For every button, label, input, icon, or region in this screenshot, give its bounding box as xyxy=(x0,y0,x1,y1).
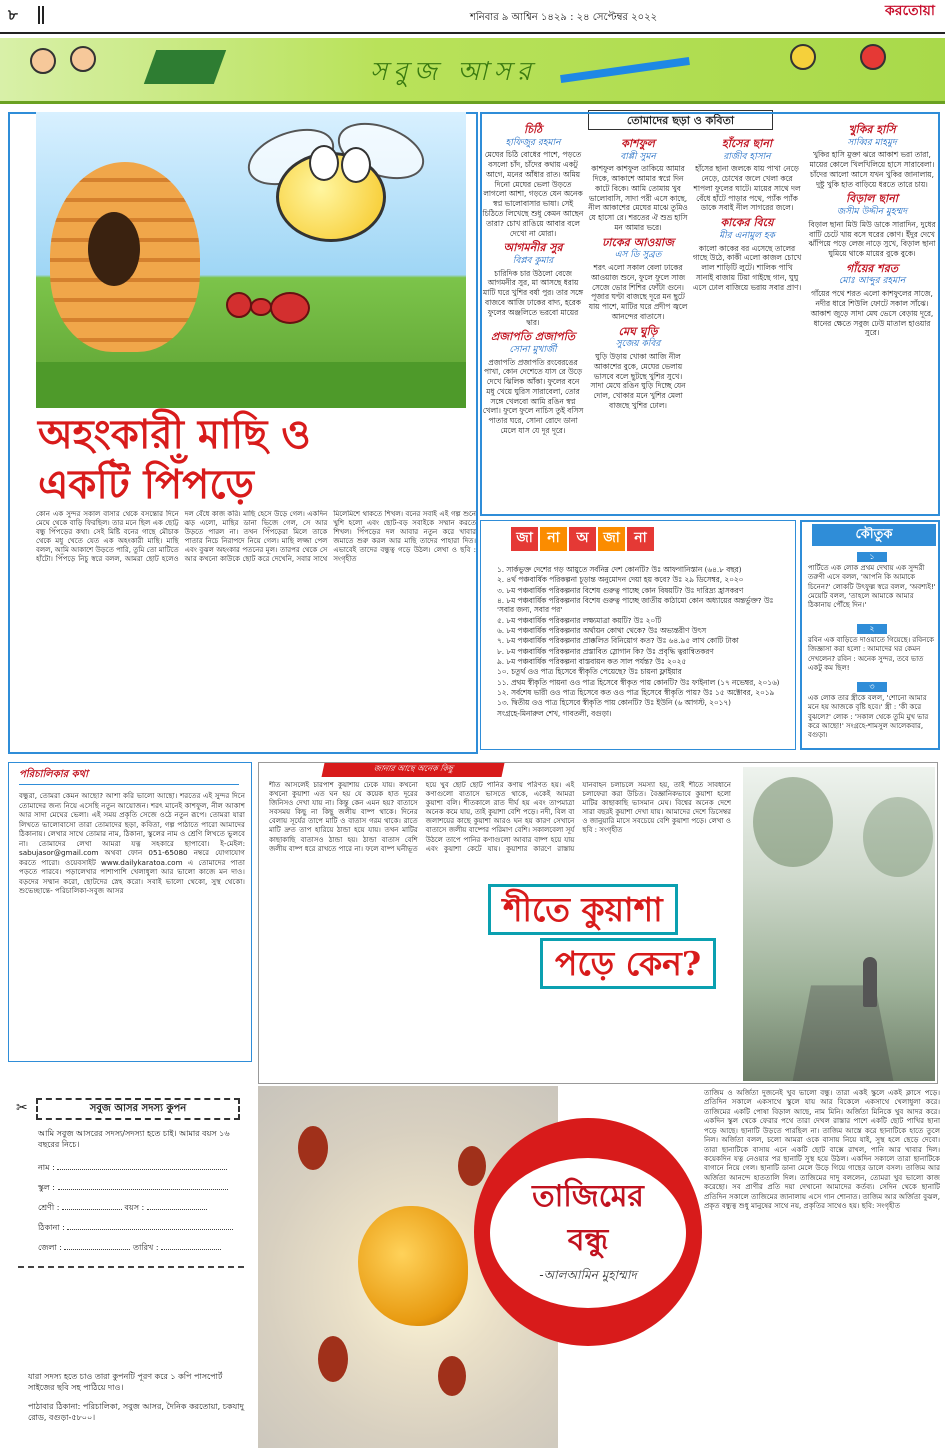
joke-number: ৩ xyxy=(857,682,887,692)
quiz-credit: সংগ্রহে-মিনারুল শেখ, গাবতলী, বগুড়া। xyxy=(497,708,612,718)
joke-number: ২ xyxy=(857,624,887,634)
headline-line2: একটি পিঁপড়ে xyxy=(38,461,254,508)
poem-title: হাঁসের ছানা xyxy=(721,137,773,150)
coupon-field-label: নাম : xyxy=(38,1163,55,1172)
poem-author: মীর এনামুল হক xyxy=(719,230,775,241)
cartoon-kid-icon xyxy=(70,46,96,72)
poem-text: কালো কাকের বর এসেছে তালের গাছে উঠে, কাকী এলো কাজল চোখে লাল শাড়িটি লুটে। শালিক পাখি সানাই বাজায় টিয়া গাইছে গান, ঘুঘু এসে ঢোল বাজিয়ে ভরায় সবার প্রাণ। xyxy=(692,243,802,292)
quiz-item: ৪. ৮ম পঞ্চবার্ষিক পরিকল্পনার বিশেষ গুরুত্ব পাচ্ছে জাতীয় কাঠামো কোন অধ্যায়ের অন্তর্ভুক্ত? উঃ 'সবার জন্য, সবার পর' xyxy=(497,595,774,615)
quiz-item: ১. সার্কভুক্ত দেশের গড় আয়ুতে সর্বনিম্ন দেশ কোনটি? উঃ আফগানিস্তান (৬৪.৮ বছর) xyxy=(497,565,742,574)
poem-text: ঘুড়ি উড়ায় খোকা আজি নীল আকাশের বুকে, মেঘের ভেলায় ভাসবে বলে ছুটছে খুশির সুখে। সাদা মেঘে রঙিন ঘুড়ি দিচ্ছে যেন দোল, খোকার মনে খুশির মেলা বাজছে খুশির ঢোল। xyxy=(590,352,686,410)
coupon-field-class xyxy=(38,1202,207,1213)
dateline: শনিবার ৯ আশ্বিন ১৪২৯ : ২৪ সেপ্টেম্বর ২০২২ xyxy=(470,12,658,23)
story2-body: তাজিম ও অর্জিতা দুজনেই খুব ভালো বন্ধু। তারা একই স্কুলে একই ক্লাসে পড়ে। প্রতিদিন সকালে একসাথে স্কুলে যায় আর বিকেলে একসাথে খেলাধুলা করে। তাজিমের একটি পোষা বিড়াল আছে, নাম মিনি। অর্জিতা মিনিকে খুব আদর করে। একদিন স্কুল থেকে ফেরার পথে তারা দেখল রাস্তার পাশে একটি ছোট পাখির ছানা পড়ে আছে। ছানাটি উড়তে পারছিল না। তাজিম আস্তে করে ছানাটিকে হাতে তুলে নিল। অর্জিতা বলল, চলো আমরা ওকে বাসায় নিয়ে যাই, সুস্থ হলে ছেড়ে দেবো। তারা ছানাটিকে বাসায় এনে একটি ছোট বাক্সে রাখল, পানি আর খাবার দিল। কয়েকদিন যত্ন নেওয়ার পর ছানাটি সুস্থ হয়ে উঠল। একদিন সকালে তারা ছানাটিকে বাগানে নিয়ে গেল। ছানাটি ডানা মেলে উড়ে গিয়ে গাছের ডালে বসল। তাজিম আর অর্জিতা আনন্দে হাততালি দিল। তাজিমের দাদু বললেন, তোমরা খুব ভালো কাজ করেছো। সব প্রাণীর প্রতি দয়া দেখানো আমাদের কর্তব্য। সেদিন থেকে ছানাটি প্রতিদিন সকালে তাজিমের জানালায় এসে গান শোনাত। তাজিম আর অর্জিতা বুঝল, প্রকৃত বন্ধুত্ব শুধু মানুষের সাথে নয়, প্রকৃতির সাথেও হয়। ছবি: সংগৃহীত xyxy=(704,1088,940,1211)
cartoon-kid-icon xyxy=(860,44,886,70)
poem-author: সোনা মুখার্জী xyxy=(509,344,557,355)
poem-text: হাঁসের ছানা জলকে যায় পাখা নেড়ে নেড়ে, চোখের জলে খেলা করে শাপলা ফুলের ঘাটে। মায়ের সাথে দল বেঁধে হাঁটে পাড়ার পথে, প্যাঁক প্যাঁক ডাকে সবাই নীল সাগরের জলে। xyxy=(693,164,801,213)
poem-text: প্রজাপতি প্রজাপতি রংবেরঙের পাখা, কোন দেশেতে যাস রে উড়ে দেখে ঝিলিক আঁকা। ফুলের বনে মধু খেয়ে ঘুরিস সারাবেলা, তোর সঙ্গে খেলবো আমি রঙিন স্বপ্ন খেলা। ফুলে ফুলে নাচিস তুই বসিস পাতার ঘরে, সোনা রোদে ডানা মেলে যাস যে দূর দূরে। xyxy=(482,357,584,436)
joke-item xyxy=(808,552,936,610)
poem-column-4 xyxy=(806,120,938,514)
poem-author: সুজেয় কবির xyxy=(615,339,661,350)
coupon-title: সবুজ আসর সদস্য কুপন xyxy=(36,1098,240,1120)
joke-item xyxy=(808,682,936,740)
quiz-box xyxy=(480,520,796,750)
page-number-bars xyxy=(38,6,44,24)
quiz-list xyxy=(497,565,787,719)
editor-note-title: পরিচালিকার কথা xyxy=(19,769,239,785)
quiz-item: ১২. সর্বশেষ ভারী ওও পাত্র হিসেবে কত ওও পাত্র হিসেবে স্বীকৃতি পায়? উঃ ১৫ অক্টোবর, ২০১৯ xyxy=(497,687,775,697)
story-body: কোন এক সুন্দর সকাল বাসার থেকে বসন্তোর দিনে মেঘে থেকে বাড়ি ফিরছিল। তার মনে ছিল এক ছোট্ট বন্ধু পিঁপড়ের কথা। সেই মিষ্টি বনের গাছে মৌচাক থেকে মধু খেতে যেত এক অহংকারী মাছি। মাছি বলল, আমি আকাশে উড়তে পারি, তুমি তো মাটিতে হাঁটো। পিঁপড়ে নিচু স্বরে বলল, আমরা ছোট হলেও দল বেঁধে কাজ করি। মাছি হেসে উড়ে গেল। একদিন ঝড় এলো, মাছির ডানা ভিজে গেল, সে আর উড়তে পারল না। তখন পিঁপড়েরা মিলে তাকে পাতার নিচে নিরাপদে নিয়ে গেল। মাছি লজ্জা পেল এবং বুঝল অহংকার পতনের মূল। তারপর থেকে সে আর কখনো কাউকে ছোট করে দেখেনি, সবার সাথে মিলেমিশে থাকতে শিখল। বনের সবাই এই গল্প শুনে খুশি হলো এবং ছোট-বড় সবাইকে সম্মান করতে শিখল। পিঁপড়ের দল আবার নতুন করে খাবার জমাতে শুরু করল আর মাছি তাদের পাহারা দিত। এভাবেই তাদের বন্ধুত্ব গড়ে উঠল। লেখা ও ছবি : সংগৃহীত xyxy=(36,510,476,563)
poem-author: বিপ্লব কুমার xyxy=(512,255,554,266)
quiz-title-tile: না xyxy=(627,527,654,551)
poem-column-2 xyxy=(588,134,688,514)
coupon-field-label: জেলা : xyxy=(38,1243,62,1252)
quiz-item: ৭. ৮ম পঞ্চবার্ষিক পরিকল্পনার প্রাক্কলিত বিনিয়োগ কত? উঃ ৬৪.৯৫ লাখ কোটি টাকা xyxy=(497,636,739,646)
fly-icon xyxy=(276,152,386,242)
editor-note-text: বন্ধুরা, তোমরা কেমন আছো? আশা করি ভালো আছো। শরতের এই সুন্দর দিনে তোমাদের জন্য নিয়ে এসেছি নতুন আয়োজন। শরৎ মানেই কাশফুল, নীল আকাশ আর সাদা মেঘের ভেলা। এই সময় প্রকৃতি সেজে ওঠে নতুন রূপে। তোমরা যারা লিখতে ভালোবাসো তারা তোমাদের ছড়া, কবিতা, গল্প পাঠাতে পারো আমাদের ঠিকানায়। লেখার সাথে তোমার নাম, ঠিকানা, স্কুলের নাম ও শ্রেণি লিখতে ভুলবে না। তোমাদের লেখা আমরা যত্ন সহকারে ছাপাবো। ই-মেইল: sabujasor@gmail.com অথবা ফোন 051-65080 নম্বরে যোগাযোগ করতে পারো। ওয়েবসাইট www.dailykaratoa.com এ তোমাদের পাতা পড়তে পারবে। পড়ালেখার পাশাপাশি খেলাধুলা আর ভালো কাজে মন দাও। বড়দের সম্মান করো, ছোটদের স্নেহ করো। সবাই ভালো থেকো, সুস্থ থেকো। শুভেচ্ছান্তে- পরিচালিকা-সবুজ আসর xyxy=(19,791,245,895)
section-title: সবুজ আসর xyxy=(370,57,537,87)
poem-title: বিড়াল ছানা xyxy=(846,192,898,206)
fog-article-body: শীত আসলেই চারপাশ কুয়াশায় ঢেকে যায়। কখনো কখনো কুয়াশা এত ঘন হয় যে কয়েক হাত দূরের জিনিসও দেখা যায় না। কিন্তু কেন এমন হয়? বাতাসে সবসময় কিছু না কিছু জলীয় বাষ্প থাকে। দিনের বেলায় সূর্যের তাপে মাটি ও বাতাস গরম থাকে। রাতে মাটি দ্রুত তাপ হারিয়ে ঠান্ডা হয়ে যায়। তখন মাটির কাছাকাছি বাতাসও ঠান্ডা হয়। ঠান্ডা বাতাস বেশি জলীয় বাষ্প ধরে রাখতে পারে না। ফলে বাষ্প ঘনীভূত হয়ে খুব ছোট ছোট পানির কণায় পরিণত হয়। এই কণাগুলো বাতাসে ভাসতে থাকে, একেই আমরা কুয়াশা বলি। শীতকালে রাত দীর্ঘ হয় এবং তাপমাত্রা অনেক কমে যায়, তাই কুয়াশা বেশি পড়ে। নদী, বিল বা জলাশয়ের কাছে কুয়াশা আরও ঘন হয় কারণ সেখানে বাতাসে জলীয় বাষ্পের পরিমাণ বেশি। সকালবেলা সূর্য উঠলে তাপে পানির কণাগুলো আবার বাষ্প হয়ে যায় এবং কুয়াশা কেটে যায়। কুয়াশার কারণে রাস্তায় যানবাহন চলাচলে সমস্যা হয়, তাই শীতে সাবধানে চলাফেরা করা উচিত। বৈজ্ঞানিকভাবে কুয়াশা হলো মাটির কাছাকাছি ভাসমান মেঘ। বিশ্বের অনেক দেশে সারা বছরই কুয়াশা দেখা যায়। আমাদের দেশে ডিসেম্বর ও জানুয়ারি মাসে সবচেয়ে বেশি কুয়াশা পড়ে। লেখা ও ছবি : সংগৃহীত xyxy=(269,781,731,853)
honey-drop-icon xyxy=(358,1206,468,1326)
walking-man-icon xyxy=(863,957,877,1007)
cartoon-kid-icon xyxy=(790,44,816,70)
poem-title: গাঁয়ের শরত xyxy=(846,261,898,275)
poem-title: কাকের বিয়ে xyxy=(720,216,774,230)
poem-title: চিঠি xyxy=(523,123,543,136)
quiz-item: ১০. চতুর্থ ওও পাত্র হিসেবে স্বীকৃতি পেয়েছে? উঃ চায়না ফ্লাইয়ার xyxy=(497,667,682,677)
fog-title-line2: পড়ে কেন? xyxy=(540,938,716,989)
quiz-title xyxy=(511,527,656,553)
coupon-intro: আমি সবুজ আসরের সদস্য/সদস্যা হতে চাই। আমার বয়স ১৬ বছরের নিচে। xyxy=(38,1129,230,1150)
quiz-title-tile: অ xyxy=(569,527,596,551)
quiz-item: ৫. ৮ম পঞ্চবার্ষিক পরিকল্পনার লক্ষ্যমাত্রা কয়টি? উঃ ২০টি xyxy=(497,615,662,625)
poem-column-1 xyxy=(482,120,584,514)
coupon-field-name xyxy=(38,1162,227,1173)
ant-icon xyxy=(318,1336,348,1382)
ant-icon xyxy=(298,1126,328,1170)
coupon-field-label: বয়স : xyxy=(124,1203,145,1212)
ant-icon xyxy=(438,1356,466,1396)
quiz-title-tile: না xyxy=(540,527,567,551)
poem-title: আগমনীর সুর xyxy=(503,241,563,255)
editor-note-box xyxy=(8,762,252,1062)
poem-author: সাব্বির মাহমুদ xyxy=(847,137,897,148)
quiz-item: ৮. ৮ম পঞ্চবার্ষিক পরিকল্পনার প্রস্তাবিত স্লোগান কি? উঃ প্রবৃদ্ধি ত্বরান্বিতকরণ xyxy=(497,646,714,656)
poem-author: হাফিজুর রহমান xyxy=(505,137,561,148)
foggy-road-photo xyxy=(743,767,935,1081)
joke-text: পার্টিতে এক লোক প্রথম দেখায় এক সুন্দরী তরুণী এসে বলল, 'আপনি কি আমাকে চিনেন?' লোকটি উৎফুল্ল স্বরে বলল, 'অবশ্যই!' মেয়েটি বলল, 'তাহলে আমাকে আমার ঠিকানায় পৌঁছে দিন।' xyxy=(808,564,936,609)
jokes-box xyxy=(800,520,940,750)
jokes-title: কৌতুক xyxy=(812,524,936,546)
cartoon-kid-icon xyxy=(30,48,56,74)
page-header xyxy=(0,0,945,34)
kite-icon xyxy=(144,50,226,84)
coupon-cut-line xyxy=(18,1266,244,1268)
pencil-icon xyxy=(560,57,690,83)
quiz-title-tile: জা xyxy=(598,527,625,551)
quiz-item: ৩. ৮ম পঞ্চবার্ষিক পরিকল্পনার বিশেষ গুরুত্ব পাচ্ছে কোন বিষয়টি? উঃ দারিদ্র্য হ্রাসকরণ xyxy=(497,585,744,595)
page-number: ৮ xyxy=(8,6,18,24)
poem-author: বাপ্পী সুমন xyxy=(620,151,656,162)
road-icon xyxy=(790,985,897,1081)
quiz-item: ৯. ৮ম পঞ্চবার্ষিক পরিকল্পনা বাস্তবায়ন কত সাল পর্যন্ত? উঃ ২০২৫ xyxy=(497,656,687,666)
joke-text: এক লোক তার স্ত্রীকে বলল, 'শোনো আমার মনে হয় আজকে বৃষ্টি হবে।' স্ত্রী : 'কী করে বুঝলে?' লোক : 'সকাল থেকে তুমি মুখ ভার করে আছো!' সংগ্রহে-শামসুল আলেকবার, বগুড়া। xyxy=(808,694,929,739)
poem-text: চারিদিক চার উঠলো বেজে আগমনীর সুর, মা আসছে ধরায় মাটি ঘরে খুশির বর্ষা পুর। তার সঙ্গে বাজবে আজি ঢাকের বাদ্য, হরেক ফুলের অঞ্জলিতে ভরবো মায়ের দ্বার। xyxy=(482,268,584,327)
tree-icon xyxy=(753,777,833,867)
tree-icon xyxy=(863,797,933,877)
story2-author: -আলআমিন মুহাম্মাদ xyxy=(539,1268,637,1282)
coupon-field-label: স্কুল : xyxy=(38,1183,55,1192)
story-headline xyxy=(8,410,478,510)
coupon-field-label: শ্রেণী : xyxy=(38,1203,60,1212)
poem-title: ঢাকের আওয়াজ xyxy=(602,235,674,249)
poem-text: কাশফুল কাশফুল তাকিয়ে আমার দিকে, আকাশে আমার স্বপ্নে দিন কাটে বিকে। আমি তোমায় খুব ভালোবাসি, সাদা পরী এসে কাছে, নীল আকাশের মেঘের মাঝে তুমিও যে হাসো রে। শরতের ঐ শুভ্র হাসি মন আমার ভরে। xyxy=(588,164,688,232)
coupon-field-district xyxy=(38,1242,221,1253)
poem-author: এস ডি সুব্রত xyxy=(614,250,662,261)
poem-title: কাশফুল xyxy=(621,137,655,150)
coupon-field-address xyxy=(38,1222,233,1233)
poems-section-title: তোমাদের ছড়া ও কবিতা xyxy=(588,110,773,130)
scissors-icon: ✂ xyxy=(16,1100,28,1116)
poem-title: খুকির হাসি xyxy=(848,123,896,136)
quiz-item: ১১. প্রথম স্বীকৃতি পায়না ওও পাত্র হিসেবে স্বীকৃত পায় কোনটি? উঃ ফাইনাল (১৭ নভেম্বর, ২০১৬) xyxy=(497,677,780,687)
fog-article-kicker: জানার আছে অনেক কিছু xyxy=(322,763,505,777)
coupon-note: যারা সদস্য হতে চাও তারা কুপনটি পূরণ করে ১ কপি পাসপোর্ট সাইজের ছবি সহ পাঠিয়ে দাও। xyxy=(28,1372,223,1392)
poem-text: গাঁয়ের পথে শরত এলো কাশফুলের সাজে, নদীর ধারে শিউলি ফোটে সকাল সাঁঝে। আকাশ জুড়ে সাদা মেঘ ভেসে বেড়ায় দূরে, ধানের ক্ষেতে সবুজ ঢেউ মাতাল হাওয়ার সুরে। xyxy=(810,289,934,338)
ant-icon xyxy=(226,272,316,342)
headline-line1: অহংকারী মাছি ও xyxy=(38,411,311,458)
poem-text: খুকির হাসি মুক্তা ঝরে আকাশ ভরা তারা, মায়ের কোলে খিলখিলিয়ে হাসে সারাবেলা। চাঁদের আলো আসে যখন খুকির জানালায়, দুষ্টু খুকি হাত বাড়িয়ে ধরতে তারে চায়। xyxy=(809,150,935,189)
quiz-title-tile: জা xyxy=(511,527,538,551)
coupon-address: পাঠাবার ঠিকানা: পরিচালিকা, সবুজ আসর, দৈনিক করতোয়া, চকযাদু রোড, বগুড়া-৫৮০০। xyxy=(28,1402,244,1422)
section-banner xyxy=(0,38,945,104)
poem-author: মোঃ আব্দুর রহমান xyxy=(838,276,906,287)
poem-author: জসীম উদ্দীন মুহম্মদ xyxy=(836,206,908,217)
newspaper-logo: করতোয়া xyxy=(885,3,935,19)
story2-title-line2: বন্ধু xyxy=(567,1223,609,1258)
poem-text: শরৎ এলো সকাল বেলা ঢাকের আওয়াজ শুনে, ফুলে ফুলে সাজ সেজে ভোর শিশির ফোঁটা গুনে। পূজার ঘণ্টা বাজছে দূরে মন ছুটে যায় পাশে, মাটির ঘরে প্রদীপ জ্বলে আনন্দের বাতাসে। xyxy=(588,263,688,321)
poem-text: মেঘের চিঠি বোধের পাশে, পড়তে বসলো চাঁদ, চাঁদের কথায় একটু আগে, মনের আঁধার রাত। অমিয় দিনো মেঘের ভেলা উড়তে লাগলো আশা, গড়তে যেন অনেক স্বপ্ন ভালোবাসার ভাষা। সেই চিঠিতে লিখেছে শুধু কেমন আছেন তারা? চোখ রাঙিয়ে আবার বলে দেখো না মোরা। xyxy=(482,150,584,238)
poem-author: রাজীব হাসান xyxy=(723,151,771,162)
poem-title: মেঘ ঘুড়ি xyxy=(618,324,658,338)
story-illustration xyxy=(36,112,466,408)
poem-text: বিড়াল ছানা মিউ মিউ ডাকে সারাদিন, দুধের বাটি চেটে খায় বসে ঘরের কোণ। ইঁদুর দেখে ঝাঁপিয়ে পড়ে লেজ নাড়ে সুখে, বিড়াল ছানা ঘুমিয়ে থাকে মায়ের বুকে বুকে। xyxy=(808,219,936,259)
coupon-field-school xyxy=(38,1182,228,1193)
joke-text: রবিন এক বাড়িতে দাওয়াতে গিয়েছে। রবিনকে জিজ্ঞাসা করা হলো : আমাদের ঘর কেমন দেখলেন? রবিন : অনেক সুন্দর, তবে ভাত একটু কম ছিল! xyxy=(808,636,935,672)
coupon-field-label: ঠিকানা : xyxy=(38,1223,65,1232)
beehive-icon xyxy=(50,162,200,352)
quiz-item: ৬. ৮ম পঞ্চবার্ষিক পরিকল্পনার অর্থায়ন কোথা থেকে? উঃ অভ্যন্তরীণ উৎস xyxy=(497,625,707,635)
membership-coupon xyxy=(8,1080,252,1444)
joke-item xyxy=(808,624,936,673)
joke-number: ১ xyxy=(857,552,887,562)
story-title-badge xyxy=(474,1118,702,1346)
quiz-item: ২. ৪র্থ পঞ্চবার্ষিক পরিকল্পনা চূড়ান্ত অনুমোদন দেয়া হয় কবে? উঃ ২৯ ডিসেম্বর, ২০২০ xyxy=(497,575,744,585)
poem-title: প্রজাপতি প্রজাপতি xyxy=(490,330,576,344)
quiz-item: ১৩. দ্বিতীয় ওও পাত্র হিসেবে স্বীকৃতি পায় কোনটি? উঃ ইউনি (৬ আগস্ট, ২০১৭) xyxy=(497,698,731,708)
fog-title-line1: শীতে কুয়াশা xyxy=(488,884,678,935)
coupon-field-label: তারিখ : xyxy=(133,1243,159,1252)
poem-column-3 xyxy=(692,134,802,514)
grass-icon xyxy=(36,362,466,408)
story2-title-line1: তাজিমের xyxy=(532,1179,644,1214)
